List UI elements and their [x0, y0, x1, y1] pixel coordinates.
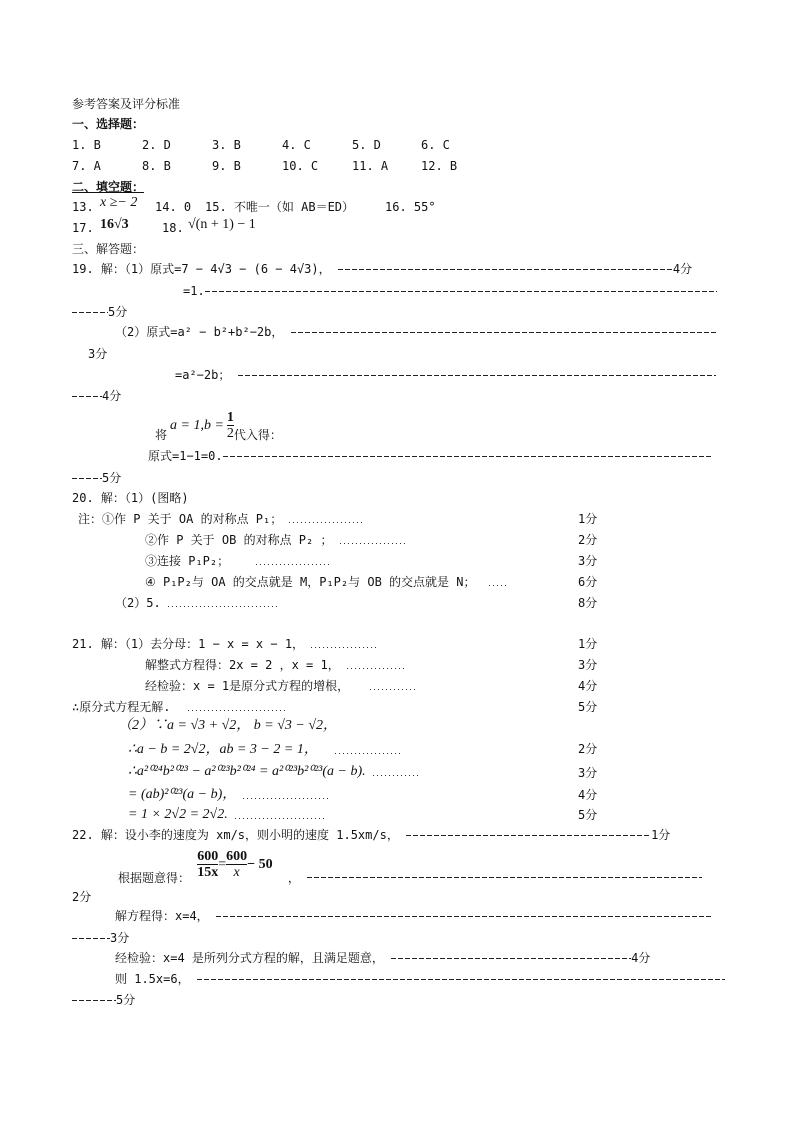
step: 21. 解：（1）去分母：1 − x = x − 1，	[72, 637, 305, 651]
q19-line6-score	[72, 471, 121, 485]
score: 2分	[72, 890, 92, 904]
q22-line5	[115, 972, 725, 986]
fraction-denominator: 2	[226, 426, 234, 441]
q21-line9	[128, 807, 325, 822]
step: ∴a²⁰²⁴b²⁰²³ − a²⁰²³b²⁰²⁴ = a²⁰²³b²⁰²³(a − b).	[128, 764, 366, 779]
leader	[340, 543, 408, 544]
leader	[72, 1000, 116, 1001]
q20-note4	[145, 575, 509, 589]
score: 1分	[578, 637, 598, 651]
step: 经检验：x=4 是所列分式方程的解，且满足题意，	[115, 951, 384, 965]
leader	[235, 818, 325, 819]
choice-answer: 8. B	[142, 159, 171, 173]
q19-values: a = 1,b =	[170, 418, 224, 433]
q20-part2	[115, 596, 278, 610]
leader	[72, 478, 102, 479]
q19-step2: =1.	[183, 284, 205, 298]
step: 则 1.5x=6，	[115, 972, 190, 986]
fraction	[197, 849, 218, 880]
choice-answer: 12. B	[421, 159, 458, 173]
leader	[256, 564, 331, 565]
step: ∴原分式方程无解.	[72, 700, 171, 714]
note-text: ④ P₁P₂与 OA 的交点就是 M，P₁P₂与 OB 的交点就是 N；	[145, 575, 476, 589]
score: 1分	[651, 828, 671, 842]
q21-line1	[72, 637, 379, 651]
leader	[335, 753, 403, 754]
choice-answer: 7. A	[72, 159, 101, 173]
score: 5分	[108, 305, 128, 319]
leader	[391, 958, 631, 959]
score: 3分	[578, 766, 598, 780]
step: = 1 × 2√2 = 2√2.	[128, 807, 228, 822]
leader	[406, 835, 651, 836]
score: 3分	[88, 347, 108, 361]
score: 4分	[672, 262, 693, 276]
q21-line7	[128, 764, 421, 779]
q19-line4	[175, 368, 716, 382]
fraction-denominator: 15x	[197, 865, 219, 880]
section-solve-heading: 三、解答题：	[72, 242, 145, 256]
leader	[289, 522, 364, 523]
fill-14: 14. 0	[155, 200, 192, 214]
q19-line1	[72, 262, 692, 276]
q21-line2	[145, 658, 407, 672]
fraction	[226, 849, 247, 880]
choice-answer: 2. D	[142, 138, 171, 152]
fill-13-number: 13.	[72, 200, 94, 214]
step: 解整式方程得：2x = 2 ，x = 1，	[145, 658, 340, 672]
doc-title: 参考答案及评分标准	[72, 97, 181, 111]
leader	[307, 877, 702, 878]
choice-answer: 3. B	[212, 138, 241, 152]
leader	[311, 647, 379, 648]
choice-answer: 5. D	[352, 138, 381, 152]
minus-term: − 50	[247, 857, 273, 872]
leader	[72, 938, 110, 939]
fill-18-answer: √(n + 1) − 1	[188, 217, 256, 232]
note-text: ③连接 P₁P₂；	[145, 554, 230, 568]
score: 3分	[110, 931, 130, 945]
fraction-denominator: x	[233, 865, 240, 880]
score: 2分	[578, 742, 598, 756]
section-fill-heading: 二、填空题：	[72, 180, 145, 194]
leader	[72, 396, 102, 397]
score: 5分	[578, 808, 598, 822]
fill-17-number: 17.	[72, 221, 94, 235]
fill-16: 16. 55°	[385, 200, 436, 214]
q22-line5-score	[72, 993, 135, 1007]
leader	[216, 916, 711, 917]
q21-line8	[128, 787, 328, 802]
score: 6分	[578, 575, 598, 589]
q19-line2-score	[72, 305, 127, 319]
leader	[243, 798, 328, 799]
q21-line4	[72, 700, 288, 714]
fill-13-answer: x ≥− 2	[100, 195, 138, 210]
q19-line3	[115, 325, 716, 339]
score: 1分	[578, 512, 598, 526]
q22-line2	[118, 849, 702, 885]
q19-substitute-label: 将	[155, 428, 168, 442]
fraction-numerator: 600	[226, 849, 248, 864]
leader	[223, 456, 711, 457]
q19-line4-score	[72, 389, 121, 403]
score: 5分	[116, 993, 136, 1007]
choice-answer: 6. C	[421, 138, 450, 152]
fraction-numerator: 1	[226, 410, 234, 425]
step: ∴a − b = 2√2，ab = 3 − 2 = 1，	[128, 742, 318, 757]
score: 4分	[578, 679, 598, 693]
choice-answer: 11. A	[352, 159, 389, 173]
q21-line5: （2）∵a = √3 + √2， b = √3 − √2，	[118, 718, 338, 733]
step: 解方程得：x=4，	[115, 909, 209, 923]
step: 22. 解：设小李的速度为 xm/s，则小明的速度 1.5xm/s，	[72, 828, 399, 842]
leader	[338, 269, 673, 270]
score: 5分	[578, 700, 598, 714]
score: 3分	[578, 658, 598, 672]
note-text: 注：①作 P 关于 OA 的对称点 P₁；	[78, 512, 283, 526]
q20-note1	[78, 512, 364, 526]
q22-line3-score	[72, 931, 129, 945]
q19-step1: 19. 解：（1）原式=7 − 4√3 − (6 − 4√3)，	[72, 262, 331, 276]
q19-line2	[183, 284, 717, 298]
q19-step6: 原式=1−1=0.	[148, 449, 223, 463]
leader	[205, 291, 717, 292]
score: 4分	[631, 951, 651, 965]
fill-17-answer: 16√3	[100, 217, 129, 232]
equals: =	[218, 857, 227, 872]
score: 8分	[578, 596, 598, 610]
leader	[238, 375, 716, 376]
leader	[370, 689, 418, 690]
step: 根据题意得：	[118, 871, 191, 885]
fill-15: 15. 不唯一（如 AB＝ED）	[205, 200, 355, 214]
q20-line1: 20. 解：（1）(图略)	[72, 491, 189, 505]
leader	[373, 775, 421, 776]
q22-line4	[115, 951, 650, 965]
score: 4分	[578, 788, 598, 802]
section-choice-heading: 一、选择题：	[72, 117, 145, 131]
leader	[197, 979, 725, 980]
score: 5分	[102, 471, 122, 485]
leader	[72, 312, 108, 313]
step: 经检验：x = 1是原分式方程的增根，	[145, 679, 350, 693]
choice-answer: 9. B	[212, 159, 241, 173]
choice-answer: 10. C	[282, 159, 319, 173]
q19-substitute-line	[155, 410, 282, 442]
comma: ，	[287, 871, 300, 885]
q21-line6	[128, 742, 403, 757]
leader	[489, 585, 509, 586]
score: 4分	[102, 389, 122, 403]
leader	[347, 668, 407, 669]
q22-line3	[115, 909, 711, 923]
q19-substitute-text: 代入得：	[233, 428, 282, 442]
leader	[188, 710, 288, 711]
leader	[168, 606, 278, 607]
score: 3分	[578, 554, 598, 568]
fill-18-number: 18.	[162, 221, 184, 235]
leader	[291, 332, 716, 333]
fraction	[227, 410, 234, 441]
fraction-numerator: 600	[197, 849, 219, 864]
choice-answer: 1. B	[72, 138, 101, 152]
score: 2分	[578, 533, 598, 547]
q22-line1	[72, 828, 670, 842]
q19-step4: =a²−2b；	[175, 368, 231, 382]
q21-line3	[145, 679, 418, 693]
step: = (ab)²⁰²³(a − b)，	[128, 787, 237, 802]
note-text: ②作 P 关于 OB 的对称点 P₂ ；	[145, 533, 333, 547]
note-text: （2）5.	[115, 596, 161, 610]
q20-note3	[145, 554, 331, 568]
q20-note2	[145, 533, 408, 547]
choice-answer: 4. C	[282, 138, 311, 152]
q19-line6	[148, 449, 711, 463]
q19-step3: （2）原式=a² − b²+b²−2b，	[115, 325, 284, 339]
